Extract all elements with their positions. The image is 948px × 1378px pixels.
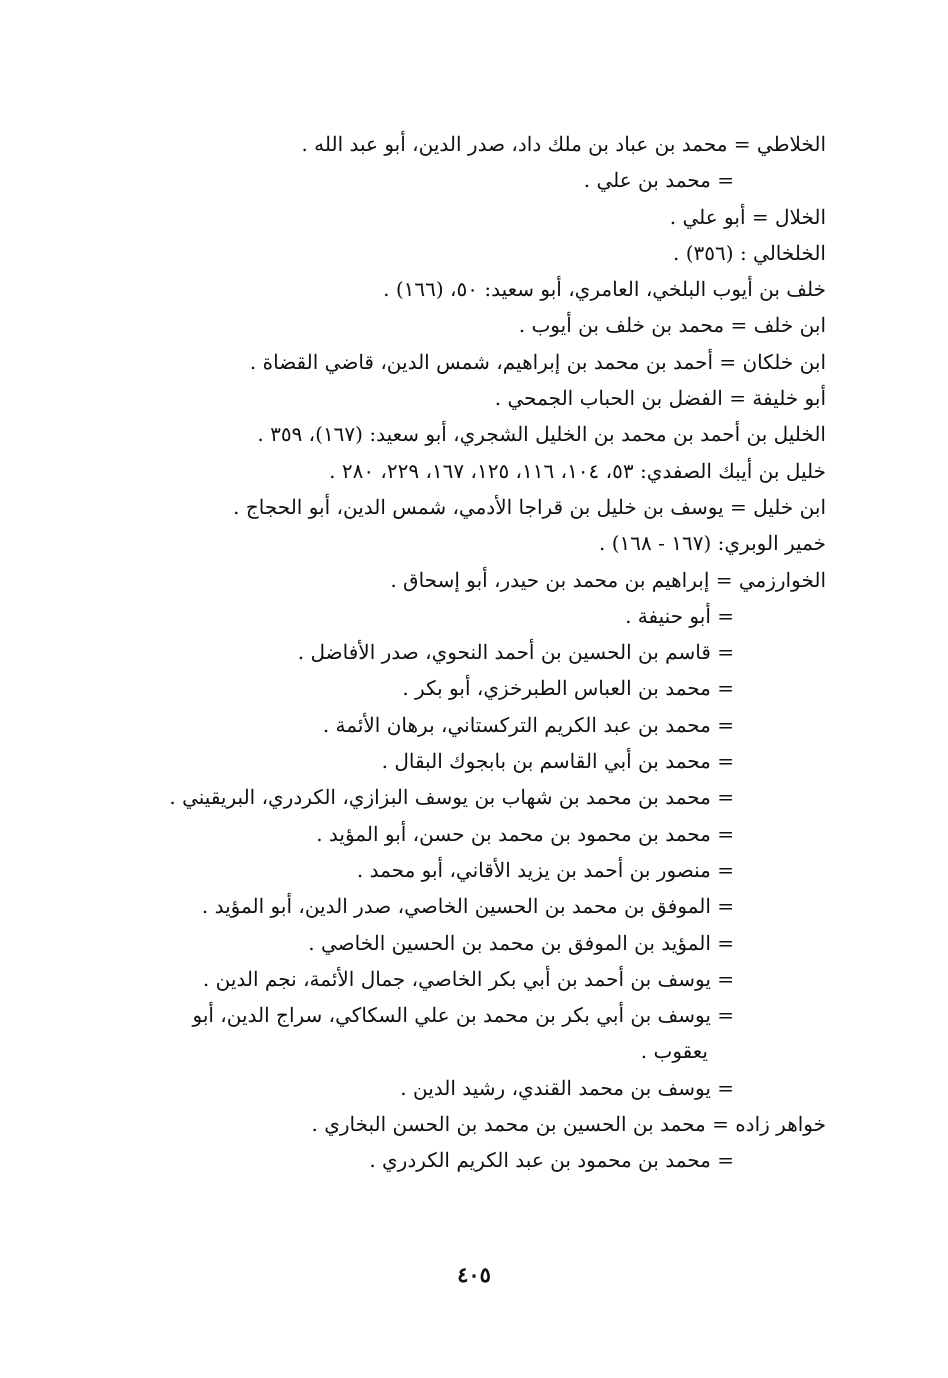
index-line: ابن خليل = يوسف بن خليل بن قراجا الأدمي، شمس الدين، أبو الحجاج . [233, 494, 826, 519]
index-entries [116, 126, 826, 1179]
index-line: = محمد بن عبد الكريم التركستاني، برهان الأئمة . [322, 712, 734, 737]
index-line: الخوارزمي = إبراهيم بن محمد بن حيدر، أبو إسحاق . [390, 567, 826, 592]
index-line: = منصور بن أحمد بن يزيد الأقاني، أبو محمد . [356, 857, 734, 882]
index-line: = المؤيد بن الموفق بن محمد بن الحسين الخاصي . [308, 930, 734, 955]
index-line: أبو خليفة = الفضل بن الحباب الجمحي . [494, 386, 826, 411]
index-line: خليل بن أيبك الصفدي: ٥٣، ١٠٤، ١١٦، ١٢٥، ١٦٧، ٢٢٩، ٢٨٠ . [329, 458, 826, 483]
index-line: الخلال = أبو علي . [669, 204, 826, 229]
index-line: الخليل بن أحمد بن محمد بن الخليل الشجري، أبو سعيد: (١٦٧)، ٣٥٩ . [257, 422, 826, 447]
index-line: خلف بن أيوب البلخي، العامري، أبو سعيد: ٥٠، (١٦٦) . [383, 277, 826, 302]
index-line: الخلاطي = محمد بن عباد بن ملك داد، صدر الدين، أبو عبد الله . [301, 132, 826, 156]
index-line: يعقوب . [640, 1039, 708, 1064]
index-line: خواهر زاده = محمد بن الحسين بن محمد بن الحسن البخاري . [311, 1112, 826, 1137]
index-line: = يوسف بن أبي بكر بن محمد بن علي السكاكي، سراج الدين، أبو [192, 1003, 734, 1028]
index-line: ابن خلكان = أحمد بن محمد بن إبراهيم، شمس الدين، قاضي القضاة . [249, 349, 826, 374]
page-number: ٤٠٥ [457, 1262, 491, 1287]
index-line: = محمد بن محمد بن شهاب بن يوسف البزازي، الكردري، البريقيني . [169, 785, 734, 810]
index-line: = محمد بن أبي القاسم بن بابجوك البقال . [381, 749, 734, 774]
index-line: = الموفق بن محمد بن الحسين الخاصي، صدر الدين، أبو المؤيد . [201, 894, 734, 919]
index-line: خمير الوبري: (١٦٧ - ١٦٨) . [599, 531, 826, 556]
index-line: الخلخالي : (٣٥٦) . [673, 240, 826, 265]
index-line: = يوسف بن محمد القندي، رشيد الدين . [400, 1075, 734, 1100]
index-line: = أبو حنيفة . [625, 603, 734, 628]
index-line: = محمد بن العباس الطبرخزي، أبو بكر . [402, 676, 734, 701]
index-line: = قاسم بن الحسين بن أحمد النحوي، صدر الأفاضل . [297, 640, 734, 665]
index-line: = يوسف بن أحمد بن أبي بكر الخاصي، جمال الأئمة، نجم الدين . [202, 966, 734, 991]
index-line: = محمد بن علي . [583, 168, 734, 193]
index-line: = محمد بن محمود بن عبد الكريم الكردري . [369, 1148, 734, 1173]
index-line: = محمد بن محمود بن محمد بن حسن، أبو المؤيد . [316, 821, 734, 846]
index-line: ابن خلف = محمد بن خلف بن أيوب . [518, 313, 826, 338]
